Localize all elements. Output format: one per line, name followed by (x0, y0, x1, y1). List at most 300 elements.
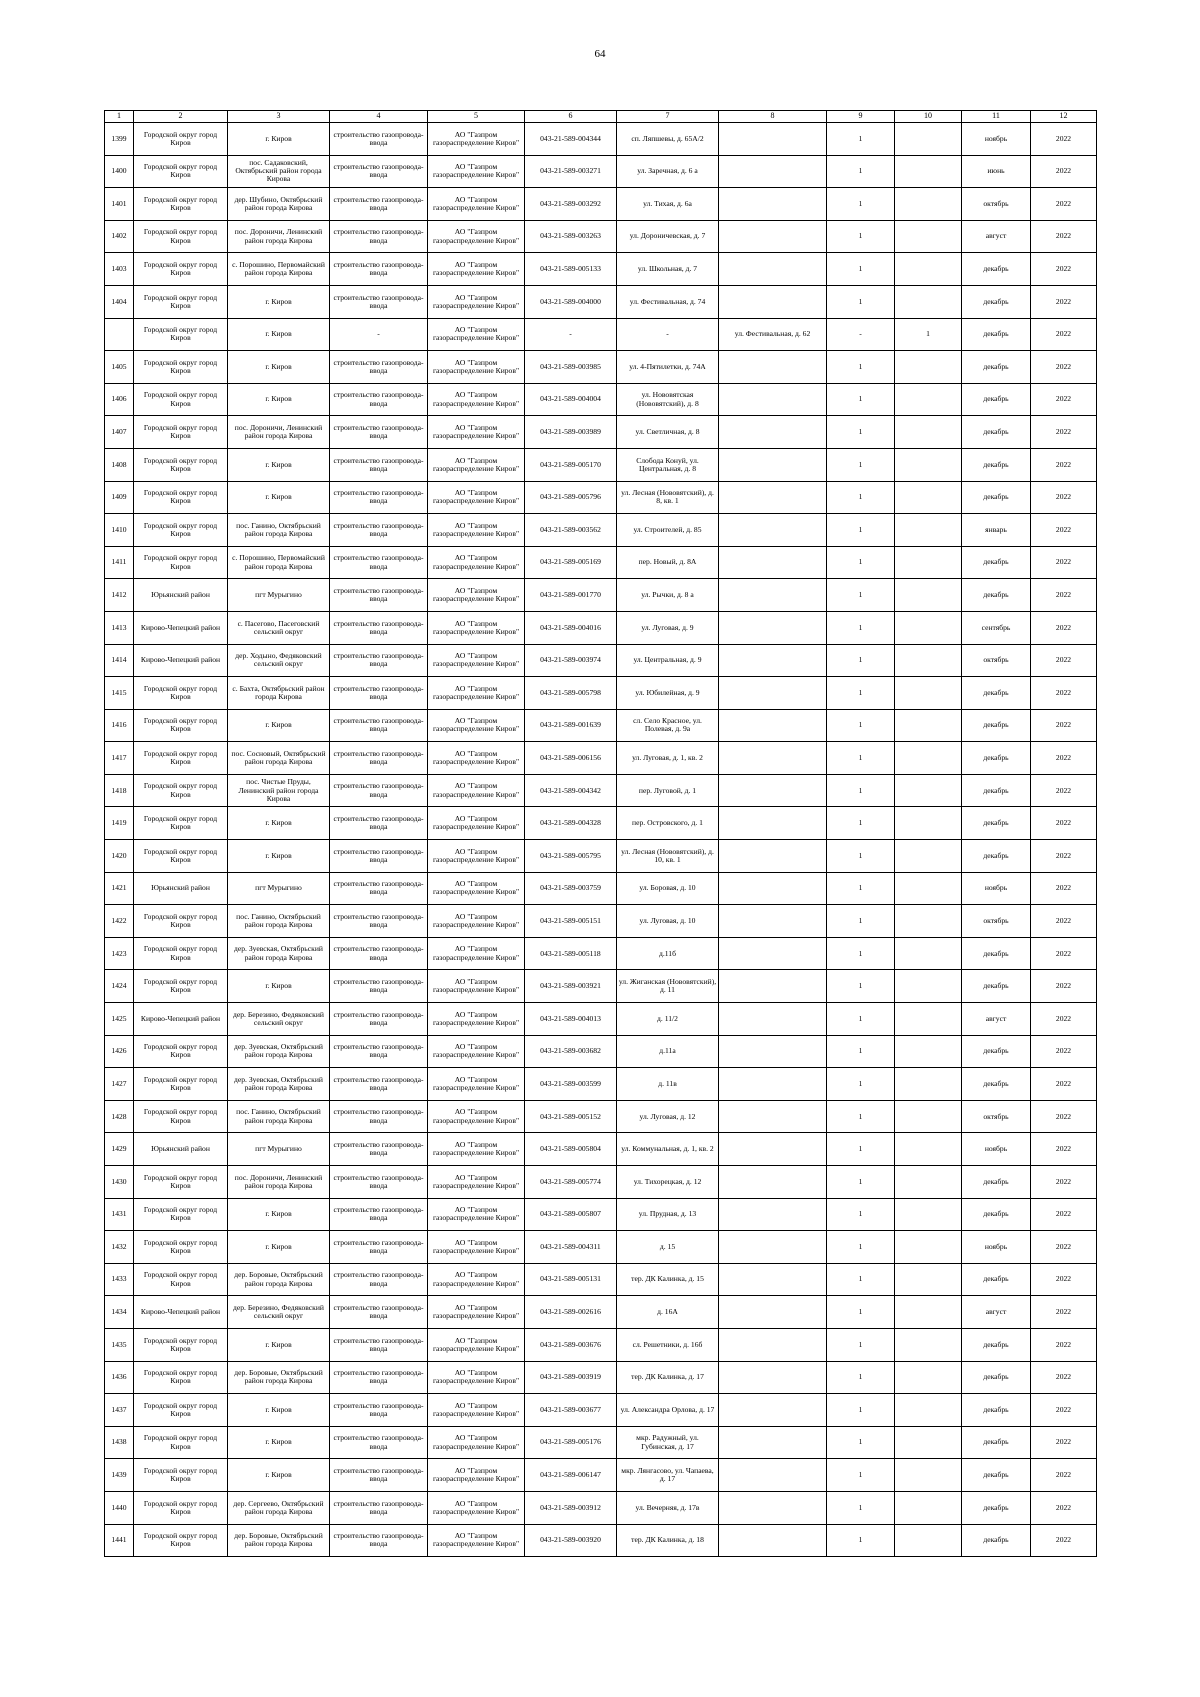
table-cell (134, 1459, 228, 1492)
cell-text: ул. Лесная (Нововятский), д. 8, кв. 1 (621, 489, 714, 506)
table-cell (330, 1263, 428, 1296)
cell-text: 1 (858, 949, 863, 958)
page-number: 64 (594, 48, 606, 60)
cell-text: 2022 (1055, 1210, 1072, 1219)
table-cell (428, 1426, 525, 1459)
cell-text: Городской округ город Киров (143, 1271, 218, 1288)
table-cell (895, 872, 962, 905)
table-cell (895, 123, 962, 156)
data-table-wrapper (104, 110, 1096, 1557)
cell-text: строительство газопровода-ввода (333, 1271, 424, 1288)
cell-text: г. Киров (265, 819, 292, 828)
cell-text: 2022 (1055, 428, 1072, 437)
table-cell (962, 1328, 1031, 1361)
table-cell (105, 742, 134, 775)
table-cell (719, 1296, 827, 1329)
table-cell (134, 1100, 228, 1133)
cell-text: дер. Березино, Федяковский сельский округ (233, 1010, 324, 1027)
table-cell (330, 1003, 428, 1036)
table-cell (617, 416, 719, 449)
table-cell (228, 677, 330, 710)
table-cell (895, 1231, 962, 1264)
table-cell (827, 1166, 895, 1199)
table-cell (962, 1524, 1031, 1557)
cell-text: строительство газопровода-ввода (333, 163, 424, 180)
table-cell (962, 1231, 1031, 1264)
table-cell (134, 123, 228, 156)
table-cell (1031, 1524, 1097, 1557)
cell-text: 1 (858, 1405, 863, 1414)
cell-text: Городской округ город Киров (143, 1173, 218, 1190)
cell-text: декабрь (983, 1340, 1009, 1349)
table-cell (895, 1361, 962, 1394)
table-cell (228, 905, 330, 938)
table-row (105, 872, 1097, 905)
table-cell (617, 1296, 719, 1329)
table-cell (962, 155, 1031, 188)
cell-text: дер. Зуевская, Октябрьский район города Кирова (234, 1075, 323, 1093)
table-cell (719, 318, 827, 351)
table-cell (827, 416, 895, 449)
cell-text: 043-21-589-005152 (540, 1112, 601, 1121)
table-cell (525, 1394, 617, 1427)
table-cell (228, 1035, 330, 1068)
cell-text: 1413 (111, 623, 127, 632)
table-cell (330, 1361, 428, 1394)
cell-text: 2022 (1055, 1242, 1072, 1251)
cell-text: ул. Рычки, д. 8 а (641, 591, 694, 599)
table-cell (525, 416, 617, 449)
table-cell (105, 1231, 134, 1264)
table-cell (962, 709, 1031, 742)
cell-text: строительство газопровода-ввода (333, 1466, 424, 1484)
cell-text: ул. Луговая, д. 1, кв. 2 (632, 753, 703, 762)
table-cell (105, 807, 134, 840)
cell-text: 043-21-589-005131 (540, 1275, 601, 1284)
table-cell (1031, 1491, 1097, 1524)
cell-text: 1 (858, 1112, 863, 1121)
table-cell (428, 1394, 525, 1427)
table-cell (827, 188, 895, 221)
table-cell (962, 1133, 1031, 1166)
table-cell (1031, 416, 1097, 449)
table-row (105, 1394, 1097, 1427)
table-cell (134, 937, 228, 970)
table-cell (330, 514, 428, 547)
table-cell (428, 709, 525, 742)
cell-text: Городской округ город Киров (143, 456, 218, 473)
table-cell (617, 1426, 719, 1459)
table-cell (330, 416, 428, 449)
table-cell (228, 253, 330, 286)
table-cell (330, 1166, 428, 1199)
cell-text: 043-21-589-005151 (540, 916, 601, 925)
cell-text: 1 (858, 167, 863, 176)
table-cell (827, 1524, 895, 1557)
table-cell (827, 383, 895, 416)
cell-text: 1427 (111, 1079, 127, 1088)
table-cell (719, 709, 827, 742)
table-cell (134, 1133, 228, 1166)
table-cell (428, 1328, 525, 1361)
cell-text: 2022 (1055, 525, 1072, 534)
table-cell (105, 285, 134, 318)
table-row (105, 1361, 1097, 1394)
table-cell (895, 840, 962, 873)
table-cell (895, 514, 962, 547)
table-cell (525, 351, 617, 384)
cell-text: 1 (858, 1471, 863, 1480)
table-cell (525, 709, 617, 742)
cell-text: - (377, 330, 380, 339)
table-cell (525, 253, 617, 286)
cell-text: ноябрь (984, 134, 1008, 143)
cell-text: Юрьянский район (151, 591, 210, 599)
table-cell (1031, 872, 1097, 905)
table-cell (428, 579, 525, 612)
cell-text: 043-21-589-003974 (540, 656, 601, 665)
cell-text: 1424 (111, 982, 127, 991)
table-cell (105, 937, 134, 970)
cell-text: декабрь (983, 395, 1009, 404)
table-cell (134, 318, 228, 351)
table-cell (827, 285, 895, 318)
cell-text: декабрь (983, 786, 1009, 795)
table-cell (228, 611, 330, 644)
cell-text: июнь (987, 167, 1005, 176)
cell-text: ул. Дороничевская, д. 7 (629, 232, 706, 241)
table-cell (105, 872, 134, 905)
cell-text: строительство газопровода-ввода (333, 489, 424, 506)
table-cell (719, 1394, 827, 1427)
cell-text: декабрь (983, 1210, 1009, 1219)
table-cell (428, 905, 525, 938)
table-cell (525, 546, 617, 579)
cell-text: Юрьянский район (151, 884, 210, 893)
table-cell (228, 807, 330, 840)
table-cell (228, 1068, 330, 1101)
table-row (105, 970, 1097, 1003)
table-cell (617, 677, 719, 710)
cell-text: 2022 (1055, 1340, 1072, 1349)
cell-text: дер. Боровые, Октябрьский район города Кирова (234, 1271, 323, 1288)
cell-text: Городской округ город Киров (143, 684, 218, 701)
cell-text: 043-21-589-003292 (540, 199, 601, 208)
table-cell (330, 579, 428, 612)
cell-text: г. Киров (265, 493, 292, 502)
cell-text: строительство газопровода-ввода (333, 1108, 424, 1125)
cell-text: дер. Шубино, Октябрьский район города Кирова (234, 195, 323, 212)
table-cell (428, 253, 525, 286)
table-row (105, 1231, 1097, 1264)
table-cell (134, 546, 228, 579)
cell-text: с. Порошино, Первомайский район города Кирова (232, 260, 325, 278)
table-cell (1031, 220, 1097, 253)
table-cell (962, 579, 1031, 612)
table-cell (827, 318, 895, 351)
cell-text: 1 (858, 460, 863, 469)
cell-text: октябрь (983, 916, 1009, 925)
cell-text: 043-21-589-004004 (540, 395, 601, 404)
cell-text: Городской округ город Киров (143, 945, 218, 962)
table-cell (962, 383, 1031, 416)
table-cell (330, 1068, 428, 1101)
table-cell (617, 872, 719, 905)
cell-text: 2022 (1055, 884, 1072, 893)
cell-text: 1439 (111, 1471, 127, 1480)
table-cell (134, 416, 228, 449)
table-cell (962, 1100, 1031, 1133)
table-cell (962, 1035, 1031, 1068)
table-cell (428, 546, 525, 579)
table-cell (962, 1361, 1031, 1394)
table-cell (105, 383, 134, 416)
table-cell (1031, 1394, 1097, 1427)
table-cell (134, 1296, 228, 1329)
table-cell (134, 1361, 228, 1394)
cell-text: 043-21-589-003919 (540, 1373, 601, 1382)
table-cell (962, 742, 1031, 775)
cell-text: строительство газопровода-ввода (333, 652, 424, 669)
table-cell (895, 644, 962, 677)
table-cell (962, 1296, 1031, 1329)
table-cell (228, 1459, 330, 1492)
cell-text: ул. Фестивальная, д. 74 (629, 297, 706, 306)
table-cell (134, 970, 228, 1003)
table-cell (134, 644, 228, 677)
table-cell (105, 677, 134, 710)
table-cell (134, 383, 228, 416)
cell-text: 2022 (1055, 916, 1072, 925)
cell-text: ул. Центральная, д. 9 (633, 656, 702, 665)
table-cell (105, 1296, 134, 1329)
cell-text: дер. Сергеево, Октябрьский район города Кирова (233, 1499, 324, 1516)
table-cell (895, 1035, 962, 1068)
cell-text: строительство газопровода-ввода (333, 456, 424, 473)
table-cell (105, 1361, 134, 1394)
column-header: 6 (525, 111, 617, 123)
cell-text: сентябрь (981, 623, 1011, 632)
table-cell (228, 1166, 330, 1199)
table-cell (330, 1491, 428, 1524)
cell-text: 2022 (1055, 1308, 1072, 1317)
cell-text: Кирово-Чепецкий район (140, 623, 221, 632)
cell-text: Городской округ город Киров (143, 1238, 218, 1255)
cell-text: АО "Газпром газораспределение Киров" (432, 1075, 520, 1093)
cell-text: ул. Луговая, д. 9 (641, 623, 694, 632)
cell-text: 1436 (111, 1373, 127, 1382)
table-cell (617, 1263, 719, 1296)
cell-text: 1 (858, 1014, 863, 1023)
cell-text: АО "Газпром газораспределение Киров" (432, 130, 520, 147)
table-row (105, 1166, 1097, 1199)
table-cell (827, 1296, 895, 1329)
cell-text: с. Бахта, Октябрьский район города Кирова (232, 684, 325, 701)
table-cell (1031, 677, 1097, 710)
table-cell (617, 351, 719, 384)
table-cell (962, 937, 1031, 970)
cell-text: декабрь (983, 1536, 1009, 1545)
cell-text: 2022 (1055, 493, 1072, 502)
table-cell (719, 1524, 827, 1557)
cell-text: декабрь (983, 1079, 1009, 1088)
cell-text: 043-21-589-005795 (540, 851, 601, 860)
cell-text: 2022 (1055, 1503, 1072, 1512)
cell-text: ноябрь (984, 884, 1008, 893)
table-cell (617, 220, 719, 253)
table-cell (134, 709, 228, 742)
cell-text: строительство газопровода-ввода (333, 1499, 424, 1516)
table-cell (1031, 514, 1097, 547)
column-header: 8 (719, 111, 827, 123)
cell-text: АО "Газпром газораспределение Киров" (432, 652, 520, 669)
table-cell (895, 905, 962, 938)
cell-text: пос. Ганино, Октябрьский район города Кирова (236, 1108, 321, 1125)
cell-text: АО "Газпром газораспределение Киров" (432, 554, 520, 571)
table-cell (228, 742, 330, 775)
table-cell (962, 872, 1031, 905)
cell-text: декабрь (983, 558, 1009, 567)
cell-text: 2022 (1055, 460, 1072, 469)
cell-text: г. Киров (265, 395, 292, 404)
table-cell (228, 220, 330, 253)
table-cell (105, 1491, 134, 1524)
cell-text: дер. Зуевская, Октябрьский район города Кирова (234, 945, 323, 962)
cell-text: 043-21-589-004344 (540, 134, 601, 143)
cell-text: 1 (858, 1079, 863, 1088)
table-cell (617, 905, 719, 938)
cell-text: пер. Новый, д. 8А (638, 558, 697, 567)
table-cell (525, 155, 617, 188)
cell-text: АО "Газпром газораспределение Киров" (432, 1141, 520, 1158)
cell-text: 043-21-589-005176 (540, 1438, 601, 1447)
table-cell (228, 285, 330, 318)
table-cell (525, 1263, 617, 1296)
table-cell (895, 774, 962, 807)
cell-text: АО "Газпром газораспределение Киров" (432, 1238, 520, 1255)
table-cell (330, 481, 428, 514)
table-row (105, 285, 1097, 318)
cell-text: дер. Зуевская, Октябрьский район города Кирова (234, 1043, 323, 1060)
cell-text: 1411 (111, 558, 127, 567)
cell-text: ул. Лесная (Нововятский), д. 10, кв. 1 (621, 847, 714, 864)
table-cell (330, 807, 428, 840)
table-cell (719, 155, 827, 188)
table-cell (617, 481, 719, 514)
table-cell (895, 1426, 962, 1459)
table-cell (134, 872, 228, 905)
cell-text: 1425 (111, 1014, 127, 1023)
cell-text: г. Киров (265, 1340, 292, 1349)
table-cell (228, 1263, 330, 1296)
table-cell (525, 285, 617, 318)
cell-text: 1 (858, 753, 863, 762)
cell-text: ноябрь (984, 1242, 1008, 1251)
cell-text: декабрь (983, 1438, 1009, 1447)
table-cell (428, 155, 525, 188)
cell-text: д. 11/2 (657, 1014, 678, 1023)
cell-text: ул. Нововятская (Нововятский), д. 8 (636, 391, 699, 408)
table-cell (228, 123, 330, 156)
table-cell (719, 677, 827, 710)
table-cell (134, 1394, 228, 1427)
cell-text: ноябрь (984, 1145, 1008, 1154)
table-cell (525, 644, 617, 677)
table-cell (428, 1491, 525, 1524)
cell-text: строительство газопровода-ввода (333, 1173, 424, 1190)
table-cell (525, 872, 617, 905)
cell-text: АО "Газпром газораспределение Киров" (432, 489, 520, 506)
table-cell (719, 872, 827, 905)
cell-text: 1402 (111, 232, 127, 241)
cell-text: декабрь (983, 330, 1009, 339)
table-cell (330, 351, 428, 384)
table-cell (428, 123, 525, 156)
gas-pipeline-table (104, 110, 1097, 1557)
cell-text: 1409 (111, 493, 127, 502)
table-cell (962, 1003, 1031, 1036)
cell-text: 1 (858, 297, 863, 306)
table-cell (228, 1296, 330, 1329)
cell-text: ул. Фестивальная, д. 62 (734, 330, 811, 339)
table-cell (895, 253, 962, 286)
table-cell (895, 1296, 962, 1329)
table-cell (827, 481, 895, 514)
cell-text: г. Киров (265, 982, 292, 991)
cell-text: сл. Село Красное, ул. Полевая, д. 9а (633, 717, 702, 734)
table-cell (827, 872, 895, 905)
table-cell (895, 285, 962, 318)
table-cell (105, 970, 134, 1003)
cell-text: 043-21-589-003562 (540, 525, 601, 534)
cell-text: Городской округ город Киров (143, 978, 218, 995)
table-cell (525, 905, 617, 938)
cell-text: 1 (858, 1177, 863, 1186)
table-cell (719, 285, 827, 318)
cell-text: г. Киров (265, 134, 292, 143)
cell-text: декабрь (983, 1047, 1009, 1056)
table-cell (105, 546, 134, 579)
cell-text: - (666, 330, 669, 339)
cell-text: 043-21-589-003682 (540, 1047, 601, 1056)
cell-text: 043-21-589-003912 (540, 1503, 601, 1512)
column-header: 7 (617, 111, 719, 123)
table-cell (105, 709, 134, 742)
cell-text: ул. Коммунальная, д. 1, кв. 2 (621, 1145, 714, 1154)
cell-text: 1 (858, 493, 863, 502)
table-cell (1031, 1296, 1097, 1329)
cell-text: ул. Юбилейная, д. 9 (635, 688, 700, 697)
table-cell (827, 709, 895, 742)
table-cell (895, 318, 962, 351)
cell-text: строительство газопровода-ввода (333, 1532, 424, 1549)
cell-text: Городской округ город Киров (143, 521, 218, 538)
table-cell (895, 1100, 962, 1133)
table-row (105, 774, 1097, 807)
cell-text: 2022 (1055, 558, 1072, 567)
table-cell (105, 1328, 134, 1361)
table-cell (105, 416, 134, 449)
cell-text: Городской округ город Киров (143, 326, 218, 343)
table-cell (134, 220, 228, 253)
table-row (105, 1524, 1097, 1557)
table-cell (428, 1361, 525, 1394)
cell-text: ул. Тихорецкая, д. 12 (633, 1177, 702, 1186)
cell-text: строительство газопровода-ввода (333, 912, 424, 930)
table-cell (895, 1003, 962, 1036)
table-cell (719, 1133, 827, 1166)
table-cell (719, 1263, 827, 1296)
